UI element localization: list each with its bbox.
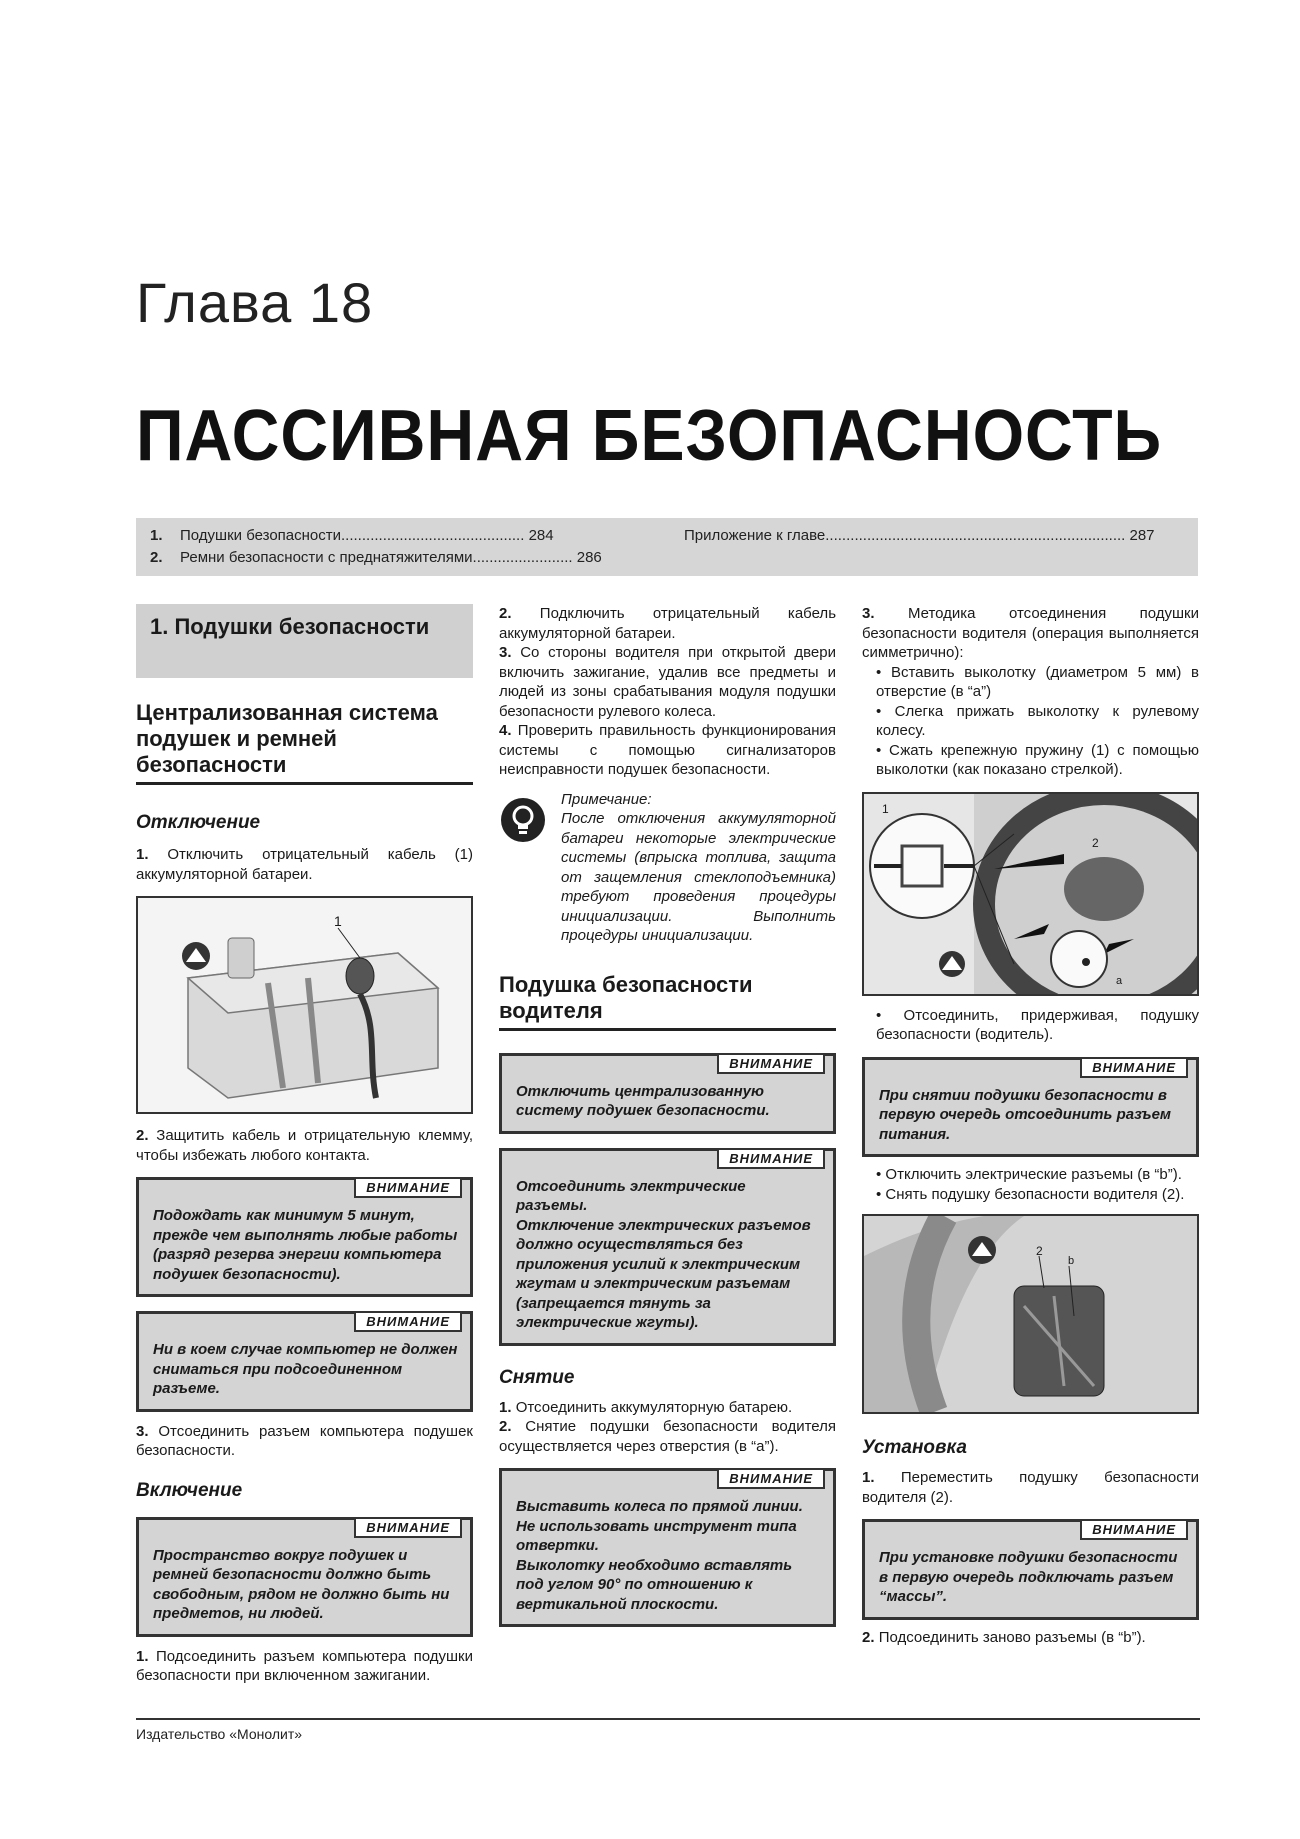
step-text — [862, 1468, 1199, 1507]
subsection-heading: Подушка безопасности водителя — [499, 972, 836, 1031]
step-body: Методика отсоединения подушки безопасности водителя (операция выполняется симметрично): — [862, 605, 1199, 661]
warning-text: Не использовать инструмент типа отвертки. — [516, 1517, 797, 1554]
toc-label: Ремни безопасности с преднатяжителями — [180, 549, 473, 566]
publisher-logo-icon — [939, 951, 965, 977]
step-body: Отключить отрицательный кабель (1) аккумуляторной батареи. — [136, 846, 473, 883]
step-number: 4. — [499, 722, 512, 739]
table-of-contents — [136, 518, 1198, 576]
warning-box — [136, 1311, 473, 1412]
battery-illustration — [138, 898, 473, 1112]
bullet-item: • Снять подушку безопасности водителя (2). — [876, 1185, 1185, 1203]
warning-text: При установке подушки безопасности в первую очередь подключать разъем “массы”. — [879, 1549, 1178, 1605]
section-heading: 1. Подушки безопасности — [136, 604, 473, 678]
toc-num: 2. — [150, 549, 163, 566]
step-number: 1. — [136, 846, 149, 863]
figure-steering-connector — [862, 1214, 1199, 1414]
subsection-heading: Централизованная система подушек и ремней безопасности — [136, 700, 473, 785]
step-text — [499, 1398, 836, 1418]
callout-label: 1 — [882, 801, 889, 816]
step-body: Снятие подушки безопасности водителя осуществляется через отверстия (в “a”). — [499, 1418, 837, 1455]
column-middle — [499, 604, 836, 1627]
publisher-logo-icon — [182, 942, 210, 970]
step-text — [136, 1422, 473, 1461]
note-block — [499, 790, 836, 946]
publisher-logo-icon — [968, 1236, 996, 1264]
toc-page: 286 — [576, 549, 602, 566]
toc-dots: ........................ — [472, 549, 573, 566]
step-text — [136, 1126, 473, 1165]
step-number: 1. — [862, 1469, 875, 1486]
step-number: 3. — [136, 1422, 149, 1440]
step-number: 2. — [499, 1418, 512, 1435]
bullet-item: • Отключить электрические разъемы (в “b”). — [876, 1166, 1182, 1183]
figure-steering-wheel — [862, 792, 1199, 996]
warning-box — [499, 1053, 836, 1134]
paragraph-heading-install: Установка — [862, 1437, 967, 1458]
warning-text: Подождать как минимум 5 минут, прежде чем выполнять любые работы (разряд резерва энергии компьютера подушек безопасности). — [153, 1207, 458, 1283]
lightbulb-icon — [499, 796, 547, 844]
bullet-item: • Отсоединить, придерживая, подушку безопасности (водитель). — [876, 1006, 1199, 1043]
step-number: 3. — [499, 644, 512, 661]
note-title: Примечание: — [561, 790, 652, 808]
warning-box — [499, 1148, 836, 1346]
bullet-item: • Сжать крепежную пружину (1) с помощью выколотки (как показано стрелкой). — [876, 741, 1199, 778]
warning-text: Пространство вокруг подушек и ремней безопасности должно быть свободным, рядом не должно быть ни предметов, ни людей. — [153, 1546, 450, 1622]
bullet-item: • Слегка прижать выколотку к рулевому колесу. — [876, 702, 1199, 739]
toc-dots: ............................................ — [341, 527, 525, 544]
step-text — [499, 643, 836, 721]
warning-label: ВНИМАНИЕ — [354, 1179, 462, 1198]
callout-label: a — [1116, 974, 1123, 987]
warning-text: Отсоединить электрические разъемы. — [516, 1177, 746, 1214]
toc-page: 284 — [528, 527, 554, 544]
step-text — [499, 604, 836, 643]
step-text — [499, 721, 836, 780]
toc-item[interactable] — [150, 526, 554, 546]
warning-box — [136, 1177, 473, 1297]
step-number: 2. — [499, 605, 512, 622]
step-text — [862, 604, 1199, 663]
warning-text: При снятии подушки безопасности в первую очередь отсоединить разъем питания. — [879, 1086, 1172, 1143]
toc-item[interactable] — [684, 526, 1155, 546]
callout-label: 2 — [1092, 835, 1099, 850]
column-right — [862, 604, 1199, 1647]
step-text — [136, 1647, 473, 1686]
step-number: 1. — [136, 1647, 149, 1665]
toc-page: 287 — [1129, 527, 1155, 544]
page-title: ПАССИВНАЯ БЕЗОПАСНОСТЬ — [136, 396, 1163, 476]
warning-label: ВНИМАНИЕ — [717, 1055, 825, 1074]
step-body: Со стороны водителя при открытой двери включить зажигание, удалив все предметы и людей из зоны срабатывания модуля подушки безопасности рулевого колеса. — [499, 644, 836, 720]
warning-label: ВНИМАНИЕ — [717, 1470, 825, 1489]
step-body: Проверить правильность функционирования системы с помощью сигнализаторов неисправности подушек безопасности. — [499, 722, 836, 778]
warning-text: Ни в коем случае компьютер не должен сниматься при подсоединенном разъеме. — [153, 1341, 458, 1397]
publisher-footer: Издательство «Монолит» — [136, 1726, 303, 1742]
warning-box — [862, 1519, 1199, 1620]
airbag-connector-illustration — [864, 1216, 1199, 1412]
steering-wheel-illustration — [864, 794, 1199, 994]
toc-item[interactable] — [150, 548, 602, 568]
warning-label: ВНИМАНИЕ — [354, 1519, 462, 1538]
step-body: Отсоединить разъем компьютера подушек безопасности. — [136, 1422, 473, 1459]
step-body: Подсоединить заново разъемы (в “b”). — [878, 1628, 1146, 1646]
step-body: Подключить отрицательный кабель аккумуляторной батареи. — [499, 605, 837, 642]
step-body: Подсоединить разъем компьютера подушки безопасности при включенном зажигании. — [136, 1647, 473, 1684]
warning-text: Выставить колеса по прямой линии. — [516, 1498, 803, 1515]
warning-text: Отключить централизованную систему подушек безопасности. — [516, 1082, 770, 1119]
step-body: Защитить кабель и отрицательную клемму, чтобы избежать любого контакта. — [136, 1127, 473, 1164]
step-number: 3. — [862, 605, 875, 622]
step-number: 2. — [136, 1127, 149, 1144]
step-text — [862, 1628, 1199, 1648]
note-text: После отключения аккумуляторной батареи некоторые электрические системы (впрыска топлива, защита от защемления стеклоподъемника) требуют проведения процедуры инициализации. Выполнить процедуры инициализации. — [561, 810, 836, 944]
chapter-label: Глава 18 — [136, 271, 374, 334]
toc-label: Приложение к главе — [684, 527, 826, 544]
warning-label: ВНИМАНИЕ — [354, 1313, 462, 1332]
warning-box — [862, 1057, 1199, 1158]
callout-label: 2 — [1036, 1244, 1043, 1258]
step-number: 2. — [862, 1628, 875, 1646]
figure-battery — [136, 896, 473, 1114]
bullet-item: • Вставить выколотку (диаметром 5 мм) в отверстие (в “a”) — [876, 663, 1199, 700]
column-left — [136, 604, 473, 1686]
warning-text: Отключение электрических разъемов должно осуществляться без приложения усилий к электрическим жгутам и электрическим разъемам (запрещается тянуть за электрические жгуты). — [516, 1216, 811, 1331]
warning-label: ВНИМАНИЕ — [1080, 1521, 1188, 1540]
warning-box — [136, 1517, 473, 1637]
toc-label: Подушки безопасности — [180, 527, 342, 544]
warning-text: Выколотку необходимо вставлять под углом 90° по отношению к вертикальной плоскости. — [516, 1556, 793, 1613]
callout-label: b — [1068, 1255, 1075, 1267]
step-body: Отсоединить аккумуляторную батарею. — [515, 1398, 793, 1416]
warning-box — [499, 1468, 836, 1627]
toc-num: 1. — [150, 527, 163, 544]
step-number: 1. — [499, 1398, 512, 1416]
paragraph-heading-removal: Снятие — [499, 1366, 575, 1388]
warning-label: ВНИМАНИЕ — [717, 1150, 825, 1169]
paragraph-heading-on: Включение — [136, 1479, 243, 1501]
paragraph-heading-off: Отключение — [136, 812, 261, 833]
step-text — [499, 1417, 836, 1456]
footer-divider — [136, 1718, 1200, 1720]
step-text — [136, 845, 473, 884]
toc-dots: ........................................................................ — [825, 527, 1126, 544]
warning-label: ВНИМАНИЕ — [1080, 1059, 1188, 1078]
step-body: Переместить подушку безопасности водителя (2). — [862, 1469, 1199, 1506]
callout-label: 1 — [334, 913, 342, 929]
